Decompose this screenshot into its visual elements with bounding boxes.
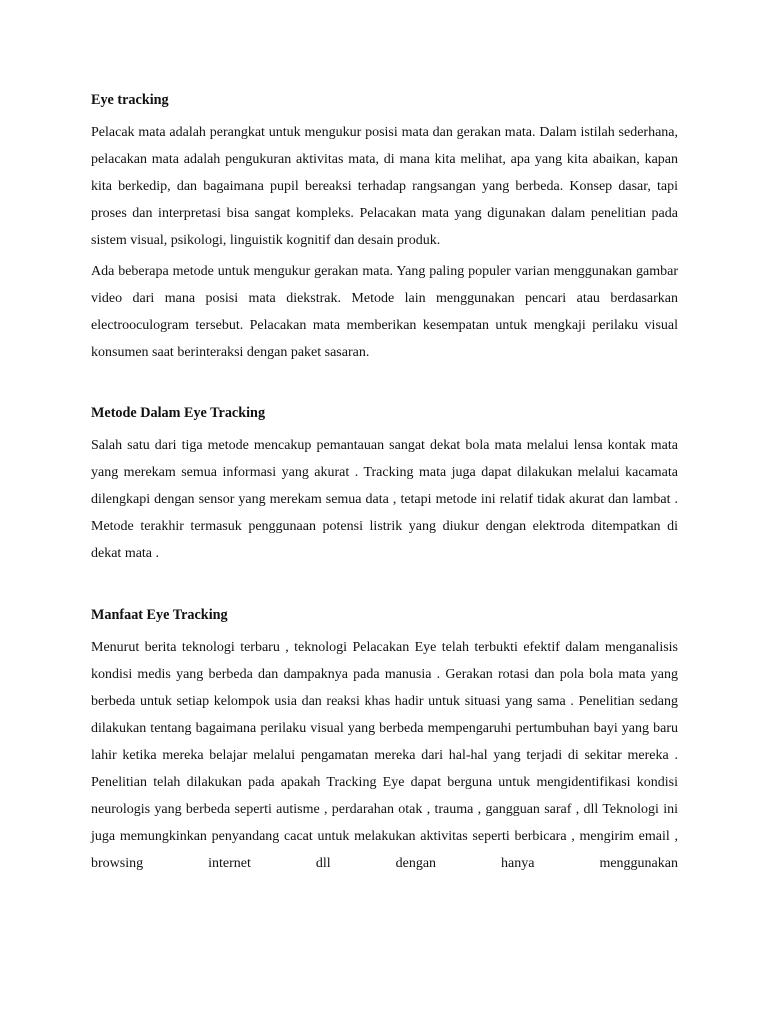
section-heading-manfaat: Manfaat Eye Tracking <box>91 607 228 623</box>
section-heading-eye-tracking: Eye tracking <box>91 92 169 108</box>
section-heading-metode: Metode Dalam Eye Tracking <box>91 405 266 421</box>
paragraph-metode: Salah satu dari tiga metode mencakup pemantauan sangat dekat bola mata melalui lensa kontak mata yang merekam semua informasi yang akurat . Tracking mata juga dapat dilakukan melalui kacamata dilengkapi dengan sensor yang merekam semua data , tetapi metode ini relatif tidak akurat dan lambat . Metode terakhir termasuk penggunaan potensi listrik yang diukur dengan elektroda ditempatkan di dekat mata . <box>91 438 678 561</box>
paragraph-eye-tracking-methods-overview: Ada beberapa metode untuk mengukur gerakan mata. Yang paling populer varian menggunakan gambar video dari mana posisi mata diekstrak. Metode lain menggunakan pencari atau berdasarkan electrooculogram tersebut. Pelacakan mata memberikan kesempatan untuk mengkaji perilaku visual konsumen saat berinteraksi dengan paket sasaran. <box>91 264 678 360</box>
paragraph-eye-tracking-definition: Pelacak mata adalah perangkat untuk mengukur posisi mata dan gerakan mata. Dalam istilah sederhana, pelacakan mata adalah pengukuran aktivitas mata, di mana kita melihat, apa yang kita abaikan, kapan kita berkedip, dan bagaimana pupil bereaksi terhadap rangsangan yang berbeda. Konsep dasar, tapi proses dan interpretasi bisa sangat kompleks. Pelacakan mata yang digunakan dalam penelitian pada sistem visual, psikologi, linguistik kognitif dan desain produk. <box>91 125 678 248</box>
document-page <box>91 86 678 877</box>
paragraph-manfaat: Menurut berita teknologi terbaru , teknologi Pelacakan Eye telah terbukti efektif dalam menganalisis kondisi medis yang berbeda dan dampaknya pada manusia . Gerakan rotasi dan pola bola mata yang berbeda untuk setiap kelompok usia dan reaksi khas hadir untuk situasi yang sama . Penelitian sedang dilakukan tentang bagaimana perilaku visual yang berbeda mempengaruhi pertumbuhan bayi yang baru lahir ketika mereka belajar melalui pengamatan mereka dari hal-hal yang terjadi di sekitar mereka . Penelitian telah dilakukan pada apakah Tracking Eye dapat berguna untuk mengidentifikasi kondisi neurologis yang berbeda seperti autisme , perdarahan otak , trauma , gangguan saraf , dll Teknologi ini juga memungkinkan penyandang cacat untuk melakukan aktivitas seperti berbicara , mengirim email , browsing internet dll dengan hanya menggunakan <box>91 640 678 871</box>
